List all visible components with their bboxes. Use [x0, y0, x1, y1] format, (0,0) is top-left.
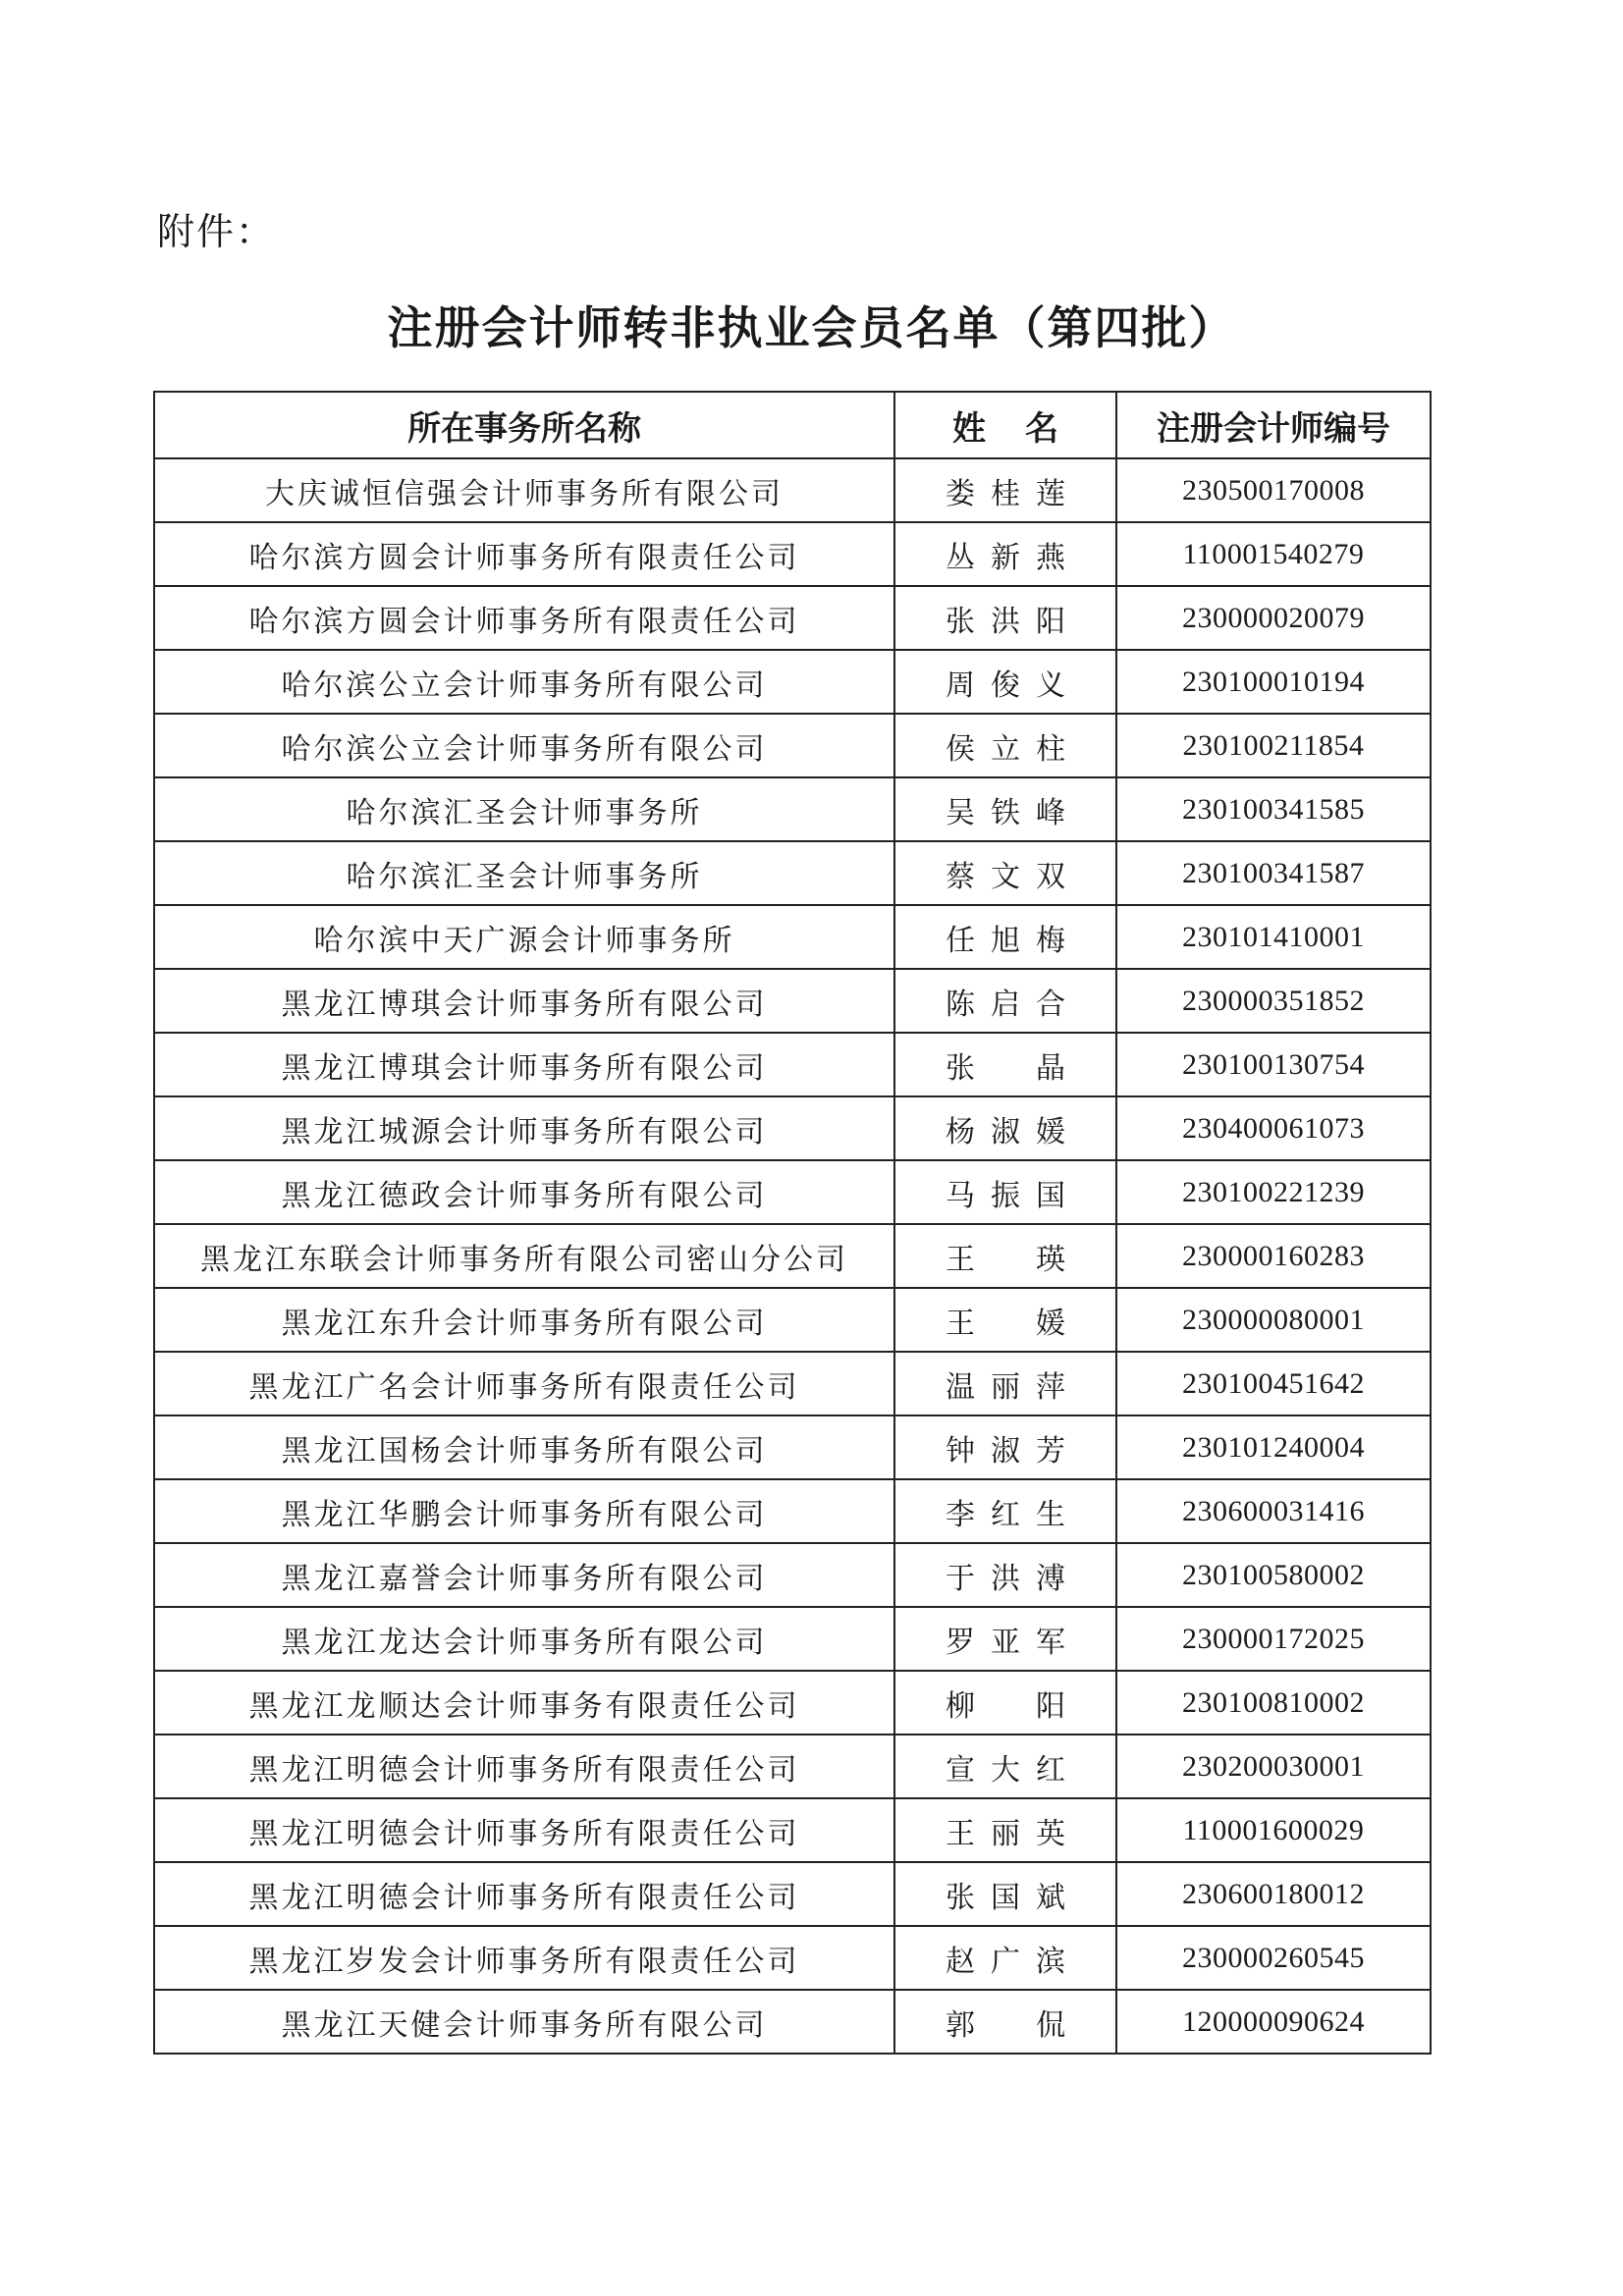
member-name-cell: 王 瑛 — [894, 1224, 1116, 1288]
member-name-cell: 丛新燕 — [894, 522, 1116, 586]
document-title: 注册会计师转非执业会员名单（第四批） — [387, 301, 1236, 354]
table-row — [154, 1735, 1431, 1798]
cert-number-cell: 230400061073 — [1116, 1096, 1431, 1160]
table-body — [154, 458, 1431, 2054]
firm-name-cell: 大庆诚恒信强会计师事务所有限公司 — [154, 458, 894, 522]
cert-number-cell: 230600031416 — [1116, 1479, 1431, 1543]
table-row — [154, 1862, 1431, 1926]
member-name-cell: 陈启合 — [894, 969, 1116, 1033]
firm-name-cell: 黑龙江博琪会计师事务所有限公司 — [154, 969, 894, 1033]
firm-name-cell: 哈尔滨公立会计师事务所有限公司 — [154, 714, 894, 777]
cert-number-cell: 230100341587 — [1116, 841, 1431, 905]
cert-number-cell: 230100580002 — [1116, 1543, 1431, 1607]
table-row — [154, 1798, 1431, 1862]
member-name-cell: 马振国 — [894, 1160, 1116, 1224]
cert-number-cell: 230200030001 — [1116, 1735, 1431, 1798]
header-firm: 所在事务所名称 — [154, 392, 894, 458]
cert-number-cell: 110001600029 — [1116, 1798, 1431, 1862]
member-name-cell: 钟淑芳 — [894, 1415, 1116, 1479]
header-row — [154, 392, 1431, 458]
cert-number-cell: 230100211854 — [1116, 714, 1431, 777]
cert-number-cell: 230500170008 — [1116, 458, 1431, 522]
table-row — [154, 905, 1431, 969]
firm-name-cell: 黑龙江东联会计师事务所有限公司密山分公司 — [154, 1224, 894, 1288]
member-name-cell: 任旭梅 — [894, 905, 1116, 969]
firm-name-cell: 黑龙江广名会计师事务所有限责任公司 — [154, 1352, 894, 1415]
table-row — [154, 714, 1431, 777]
firm-name-cell: 哈尔滨方圆会计师事务所有限责任公司 — [154, 586, 894, 650]
member-name-cell: 张 晶 — [894, 1033, 1116, 1096]
member-name-cell: 娄桂莲 — [894, 458, 1116, 522]
table-row — [154, 650, 1431, 714]
firm-name-cell: 黑龙江天健会计师事务所有限公司 — [154, 1990, 894, 2054]
header-name: 姓名 — [894, 392, 1116, 458]
firm-name-cell: 哈尔滨汇圣会计师事务所 — [154, 841, 894, 905]
member-name-cell: 周俊义 — [894, 650, 1116, 714]
firm-name-cell: 黑龙江博琪会计师事务所有限公司 — [154, 1033, 894, 1096]
member-name-cell: 赵广滨 — [894, 1926, 1116, 1990]
member-name-cell: 吴铁峰 — [894, 777, 1116, 841]
cert-number-cell: 230000020079 — [1116, 586, 1431, 650]
firm-name-cell: 哈尔滨公立会计师事务所有限公司 — [154, 650, 894, 714]
member-name-cell: 于洪溥 — [894, 1543, 1116, 1607]
firm-name-cell: 黑龙江龙顺达会计师事务有限责任公司 — [154, 1671, 894, 1735]
table-row — [154, 1990, 1431, 2054]
firm-name-cell: 黑龙江明德会计师事务所有限责任公司 — [154, 1798, 894, 1862]
cert-number-cell: 230000260545 — [1116, 1926, 1431, 1990]
firm-name-cell: 黑龙江华鹏会计师事务所有限公司 — [154, 1479, 894, 1543]
firm-name-cell: 黑龙江明德会计师事务所有限责任公司 — [154, 1735, 894, 1798]
table-row — [154, 969, 1431, 1033]
table-row — [154, 458, 1431, 522]
cert-number-cell: 230000080001 — [1116, 1288, 1431, 1352]
firm-name-cell: 黑龙江明德会计师事务所有限责任公司 — [154, 1862, 894, 1926]
table-header — [154, 392, 1431, 458]
cert-number-cell: 230000351852 — [1116, 969, 1431, 1033]
table-row — [154, 1415, 1431, 1479]
firm-name-cell: 黑龙江岁发会计师事务所有限责任公司 — [154, 1926, 894, 1990]
firm-name-cell: 黑龙江嘉誉会计师事务所有限公司 — [154, 1543, 894, 1607]
firm-name-cell: 黑龙江城源会计师事务所有限公司 — [154, 1096, 894, 1160]
table-row — [154, 522, 1431, 586]
cert-number-cell: 230100130754 — [1116, 1033, 1431, 1096]
attachment-label: 附件： — [157, 210, 276, 253]
firm-name-cell: 哈尔滨中天广源会计师事务所 — [154, 905, 894, 969]
member-name-cell: 宣大红 — [894, 1735, 1116, 1798]
cert-number-cell: 230000172025 — [1116, 1607, 1431, 1671]
member-name-cell: 侯立柱 — [894, 714, 1116, 777]
cert-number-cell: 230100810002 — [1116, 1671, 1431, 1735]
table-row — [154, 1543, 1431, 1607]
member-roster-table — [153, 391, 1432, 2055]
table-row — [154, 1671, 1431, 1735]
member-name-cell: 王 媛 — [894, 1288, 1116, 1352]
member-name-cell: 柳 阳 — [894, 1671, 1116, 1735]
cert-number-cell: 120000090624 — [1116, 1990, 1431, 2054]
member-name-cell: 张洪阳 — [894, 586, 1116, 650]
cert-number-cell: 110001540279 — [1116, 522, 1431, 586]
table-row — [154, 1096, 1431, 1160]
member-name-cell: 罗亚军 — [894, 1607, 1116, 1671]
table-row — [154, 1352, 1431, 1415]
cert-number-cell: 230000160283 — [1116, 1224, 1431, 1288]
table-row — [154, 1033, 1431, 1096]
member-name-cell: 郭 侃 — [894, 1990, 1116, 2054]
firm-name-cell: 黑龙江龙达会计师事务所有限公司 — [154, 1607, 894, 1671]
cert-number-cell: 230101240004 — [1116, 1415, 1431, 1479]
table-row — [154, 586, 1431, 650]
member-name-cell: 温丽萍 — [894, 1352, 1116, 1415]
firm-name-cell: 黑龙江德政会计师事务所有限公司 — [154, 1160, 894, 1224]
member-name-cell: 张国斌 — [894, 1862, 1116, 1926]
firm-name-cell: 哈尔滨方圆会计师事务所有限责任公司 — [154, 522, 894, 586]
cert-number-cell: 230600180012 — [1116, 1862, 1431, 1926]
firm-name-cell: 黑龙江东升会计师事务所有限公司 — [154, 1288, 894, 1352]
table-row — [154, 1926, 1431, 1990]
table-row — [154, 1288, 1431, 1352]
cert-number-cell: 230100451642 — [1116, 1352, 1431, 1415]
member-name-cell: 王丽英 — [894, 1798, 1116, 1862]
cert-number-cell: 230100010194 — [1116, 650, 1431, 714]
cert-number-cell: 230101410001 — [1116, 905, 1431, 969]
firm-name-cell: 哈尔滨汇圣会计师事务所 — [154, 777, 894, 841]
table-row — [154, 1607, 1431, 1671]
cert-number-cell: 230100341585 — [1116, 777, 1431, 841]
firm-name-cell: 黑龙江国杨会计师事务所有限公司 — [154, 1415, 894, 1479]
table-row — [154, 777, 1431, 841]
member-name-cell: 杨淑媛 — [894, 1096, 1116, 1160]
table-row — [154, 1224, 1431, 1288]
member-name-cell: 蔡文双 — [894, 841, 1116, 905]
header-cert-no: 注册会计师编号 — [1116, 392, 1431, 458]
table-row — [154, 841, 1431, 905]
table-row — [154, 1479, 1431, 1543]
member-name-cell: 李红生 — [894, 1479, 1116, 1543]
cert-number-cell: 230100221239 — [1116, 1160, 1431, 1224]
table-row — [154, 1160, 1431, 1224]
